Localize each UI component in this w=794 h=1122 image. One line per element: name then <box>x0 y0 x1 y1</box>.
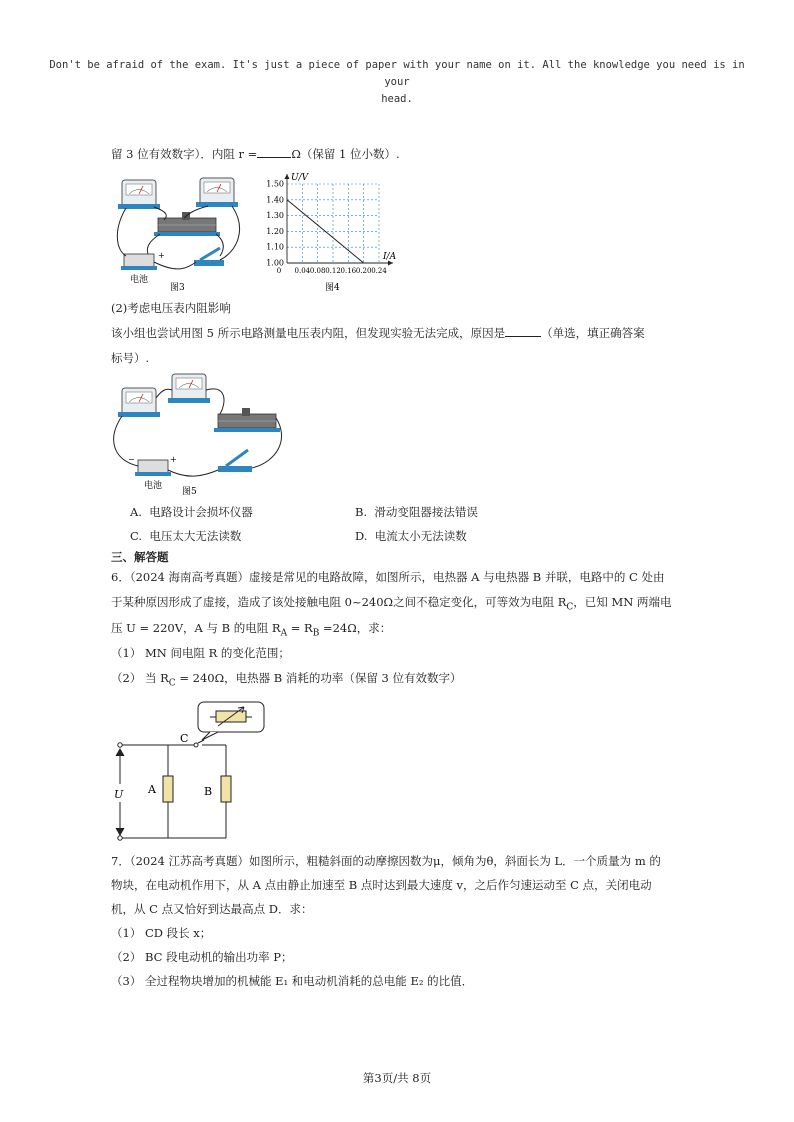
q6-line3-a: 压 U = 220V，A 与 B 的电阻 R <box>111 621 281 635</box>
fig4-caption: 图4 <box>325 283 340 293</box>
x-tick-label: 0.08 <box>309 267 326 275</box>
option-d-text: 电流太小无法读数 <box>374 529 467 543</box>
circuit-label-b: B <box>204 785 213 798</box>
option-a-label: A. <box>130 505 142 519</box>
x-tick-label: 0.16 <box>340 267 357 275</box>
y-tick-label: 1.00 <box>266 258 284 268</box>
switch-icon <box>194 248 224 266</box>
switch-icon <box>218 450 252 472</box>
q6-sub2-a: （2） 当 R <box>111 671 169 685</box>
fig5-battery-label: 电池 <box>144 481 163 491</box>
option-d-label: D. <box>355 529 368 543</box>
answer-blank-r <box>257 146 291 158</box>
x-tick-label: 0.04 <box>294 267 311 275</box>
q7-sub3: （3） 全过程物块增加的机械能 E₁ 和电动机消耗的总电能 E₂ 的比值． <box>111 974 474 988</box>
section-heading: 三、解答题 <box>111 550 169 564</box>
q5-part2-line2: 标号）. <box>111 351 150 365</box>
q6-line3-b: = R <box>287 621 313 635</box>
ammeter-icon <box>168 374 210 403</box>
q5-top-line <box>111 146 400 162</box>
page-footer: 第3页/共 8页 <box>362 1071 432 1085</box>
x-tick-label: 0.24 <box>371 267 387 275</box>
x-tick-label: 0.20 <box>355 267 372 275</box>
voltmeter-icon <box>118 388 160 417</box>
ammeter-icon <box>118 180 160 209</box>
circuit-label-c: C <box>180 732 189 745</box>
y-tick-label: 1.50 <box>266 179 284 189</box>
q6-line3-sub-b: B <box>312 628 320 639</box>
q5-part2-title: (2)考虑电压表内阻影响 <box>111 301 231 315</box>
q5-part2-line1 <box>111 325 645 341</box>
q7-sub1: （1） CD 段长 x； <box>111 926 212 940</box>
rheostat-icon <box>214 408 280 432</box>
q5-part2-text-b: （单选，填正确答案 <box>541 326 645 340</box>
q6-sub2-b: = 240Ω，电热器 B 消耗的功率（保留 3 位有效数字） <box>175 671 462 685</box>
option-c-label: C. <box>130 529 143 543</box>
page-header-motto <box>40 57 754 108</box>
figure-3-apparatus <box>108 170 248 294</box>
q6-line2 <box>111 594 671 615</box>
chart-axes <box>285 174 394 266</box>
q5-part2-text-a: 该小组也尝试用图 5 所示电路测量电压表内阻，但发现实验无法完成，原因是 <box>111 326 506 340</box>
y-tick-label: 1.20 <box>266 226 284 236</box>
option-b <box>355 504 478 520</box>
q7-sub2: （2） BC 段电动机的输出功率 P； <box>111 950 293 964</box>
q6-sub2 <box>111 670 462 691</box>
y-tick-label: 1.30 <box>266 211 284 221</box>
svg-text:−: − <box>128 455 135 464</box>
option-a-text: 电路设计会损坏仪器 <box>149 505 253 519</box>
voltmeter-icon <box>196 178 238 207</box>
fig5-caption: 图5 <box>182 487 197 497</box>
fig3-battery-label: 电池 <box>130 275 149 285</box>
figure-5-apparatus <box>108 370 288 500</box>
q6-line3-sub-a: A <box>280 628 288 639</box>
q5-top-text-a: 留 3 位有效数字）．内阻 r = <box>111 147 258 161</box>
q6-circuit-diagram <box>110 698 272 846</box>
q6-line3-c: =24Ω，求： <box>319 621 392 635</box>
option-a <box>130 504 253 520</box>
svg-text:+: + <box>170 455 177 464</box>
answer-blank-choice <box>505 325 541 337</box>
q7-line3: 机，从 C 点又恰好到达最高点 D．求： <box>111 902 313 916</box>
chart-x-axis-label: I/A <box>383 252 397 262</box>
y-tick-label: 1.40 <box>266 195 284 205</box>
option-c-text: 电压太大无法读数 <box>149 529 242 543</box>
fig3-caption: 图3 <box>170 283 185 293</box>
circuit-label-a: A <box>148 783 156 796</box>
q6-sub2-sub: C <box>168 678 176 689</box>
x-tick-label: 0 <box>276 267 282 275</box>
option-c <box>130 528 241 544</box>
battery-icon <box>121 251 165 270</box>
chart-y-axis-label: U/V <box>291 173 309 183</box>
chart-tick-labels <box>266 180 387 276</box>
q7-line2: 物块，在电动机作用下，从 A 点由静止加速至 B 点时达到最大速度 v，之后作匀速运动至 C 点，关闭电动 <box>111 878 652 892</box>
q5-top-text-b: Ω（保留 1 位小数）. <box>291 147 400 161</box>
q6-line1: 6．（2024 海南高考真题）虚接是常见的电路故障，如图所示，电热器 A 与电热器 B 并联，电路中的 C 处由 <box>111 570 665 584</box>
motto-line-2: head. <box>381 93 413 105</box>
motto-line-1: Don't be afraid of the exam. It's just a piece of paper with your name on it. All the knowledge you need is in your <box>49 59 745 88</box>
option-d <box>355 528 467 544</box>
q7-line1: 7．（2024 江苏高考真题）如图所示，粗糙斜面的动摩擦因数为μ，倾角为θ，斜面长为 L．一个质量为 m 的 <box>111 854 661 868</box>
q6-sub1: （1） MN 间电阻 R 的变化范围； <box>111 646 290 660</box>
option-b-label: B. <box>355 505 368 519</box>
x-tick-label: 0.12 <box>325 267 341 275</box>
q6-line2-sub: C <box>566 602 574 613</box>
q6-line2-tail: ，已知 MN 两端电 <box>573 595 672 609</box>
option-b-text: 滑动变阻器接法错误 <box>374 505 478 519</box>
circuit-label-u: U <box>114 788 124 801</box>
y-axis-arrow <box>285 174 290 179</box>
q6-line2-text: 于某种原因形成了虚接，造成了该处接触电阻 0~240Ω之间不稳定变化，可等效为电阻 R <box>111 595 567 609</box>
svg-text:+: + <box>158 251 165 260</box>
q6-line3 <box>111 620 391 641</box>
figure-4-chart <box>255 168 405 294</box>
y-tick-label: 1.10 <box>266 242 284 252</box>
chart-grid <box>287 184 379 263</box>
